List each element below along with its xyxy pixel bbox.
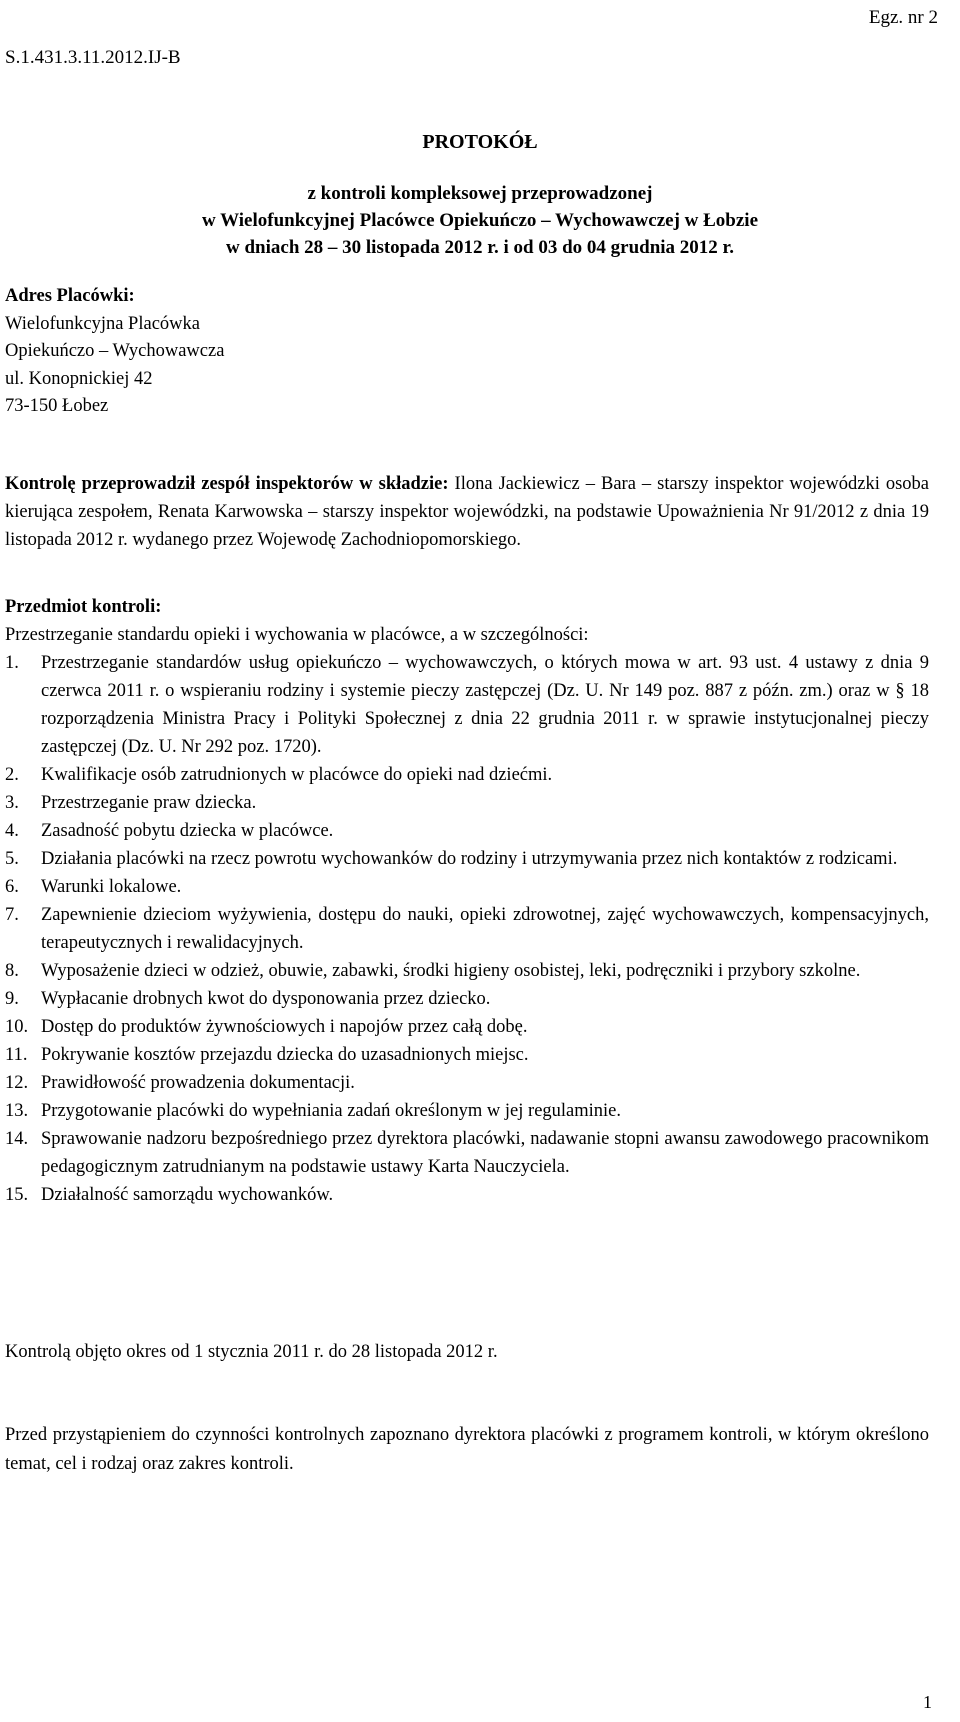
list-item [5, 649, 929, 761]
address-section [5, 283, 929, 421]
item-text: Wyposażenie dzieci w odzież, obuwie, zabawki, środki higieny osobistej, leki, podręczniki i przybory szkolne. [41, 961, 861, 981]
list-item [5, 1125, 929, 1181]
list-item [5, 1181, 929, 1209]
list-item [5, 845, 929, 873]
item-number: 1. [5, 653, 19, 673]
team-text: Ilona Jackiewicz – Bara – starszy inspektor wojewódzki osoba kierująca zespołem, Renata Karwowska – starszy inspektor wojewódzki, na podstawie Upoważnienia Nr 91/2012 z dnia 19 listopada 2012 r. wydanego przez Wojewodę Zachodniopomorskiego. [5, 474, 930, 550]
item-text: Prawidłowość prowadzenia dokumentacji. [41, 1073, 355, 1093]
subject-list [5, 649, 929, 1209]
item-number: 4. [5, 821, 19, 841]
item-text: Zapewnienie dzieciom wyżywienia, dostępu do nauki, opieki zdrowotnej, zajęć wychowawczych, kompensacyjnych, terapeutycznych i rewalidacyjnych. [41, 905, 929, 953]
item-number: 10. [5, 1017, 29, 1037]
item-text: Przestrzeganie praw dziecka. [41, 793, 257, 813]
item-text: Wypłacanie drobnych kwot do dysponowania przez dziecko. [41, 989, 491, 1009]
document-reference: S.1.431.3.11.2012.IJ-B [5, 47, 181, 68]
item-number: 13. [5, 1101, 29, 1121]
item-number: 5. [5, 849, 19, 869]
item-number: 12. [5, 1073, 29, 1093]
subtitle-line: w Wielofunkcyjnej Placówce Opiekuńczo – Wychowawczej w Łobzie [201, 210, 759, 231]
subject-label: Przedmiot kontroli: [5, 597, 162, 617]
item-number: 7. [5, 905, 19, 925]
list-item [5, 1069, 929, 1097]
inspection-team-paragraph [5, 470, 929, 554]
item-number: 8. [5, 961, 19, 981]
page-number: 1 [923, 1692, 932, 1712]
subtitle-line: z kontroli kompleksowej przeprowadzonej [307, 183, 653, 204]
address-label: Adres Placówki: [5, 286, 135, 306]
team-label: Kontrolę przeprowadził zespół inspektorów w składzie: [5, 474, 449, 494]
address-line: Opiekuńczo – Wychowawcza [5, 341, 225, 361]
list-item [5, 1013, 929, 1041]
list-item [5, 761, 929, 789]
subject-intro: Przestrzeganie standardu opieki i wychowania w placówce, a w szczególności: [5, 625, 589, 645]
document-subtitle [0, 180, 960, 261]
copy-number: Egz. nr 2 [868, 7, 938, 28]
item-text: Dostęp do produktów żywnościowych i napojów przez całą dobę. [41, 1017, 528, 1037]
address-line: 73-150 Łobez [5, 396, 109, 416]
list-item [5, 817, 929, 845]
item-text: Sprawowanie nadzoru bezpośredniego przez dyrektora placówki, nadawanie stopni awansu zawodowego pracownikom pedagogicznym zatrudnianym na podstawie ustawy Karta Nauczyciela. [41, 1129, 929, 1177]
item-text: Pokrywanie kosztów przejazdu dziecka do uzasadnionych miejsc. [41, 1045, 529, 1065]
address-line: Wielofunkcyjna Placówka [5, 313, 200, 334]
item-number: 3. [5, 793, 19, 813]
item-number: 11. [5, 1045, 28, 1065]
subtitle-line: w dniach 28 – 30 listopada 2012 r. i od 03 do 04 grudnia 2012 r. [226, 237, 734, 258]
list-item [5, 1041, 929, 1069]
item-text: Przestrzeganie standardów usług opiekuńczo – wychowawczych, o których mowa w art. 93 ust. 4 ustawy z dnia 9 czerwca 2011 r. o wspieraniu rodziny i systemie pieczy zastępczej (Dz. U. Nr 149 poz. 887 z późn. zm.) oraz w § 18 rozporządzenia Ministra Pracy i Polityki Społecznej z dnia 22 grudnia 2011 r. w sprawie instytucjonalnej pieczy zastępczej (Dz. U. Nr 292 poz. 1720). [41, 653, 929, 757]
item-number: 6. [5, 877, 19, 897]
list-item [5, 1097, 929, 1125]
control-period: Kontrolą objęto okres od 1 stycznia 2011 r. do 28 listopada 2012 r. [5, 1342, 498, 1362]
address-line: ul. Konopnickiej 42 [5, 368, 153, 389]
list-item [5, 901, 929, 957]
item-number: 9. [5, 989, 19, 1009]
preliminary-paragraph: Przed przystąpieniem do czynności kontrolnych zapoznano dyrektora placówki z programem kontroli, w którym określono temat, cel i rodzaj oraz zakres kontroli. [5, 1425, 929, 1474]
item-number: 15. [5, 1185, 29, 1205]
document-title: PROTOKÓŁ [422, 131, 538, 153]
item-text: Warunki lokalowe. [41, 877, 182, 897]
list-item [5, 985, 929, 1013]
item-number: 2. [5, 765, 19, 785]
item-text: Kwalifikacje osób zatrudnionych w placówce do opieki nad dziećmi. [41, 765, 553, 785]
item-number: 14. [5, 1129, 29, 1149]
list-item [5, 957, 929, 985]
subject-section [5, 593, 929, 1209]
item-text: Działalność samorządu wychowanków. [41, 1185, 334, 1205]
item-text: Działania placówki na rzecz powrotu wychowanków do rodziny i utrzymywania przez nich kontaktów z rodzicami. [41, 849, 898, 869]
list-item [5, 789, 929, 817]
item-text: Zasadność pobytu dziecka w placówce. [41, 821, 334, 841]
list-item [5, 873, 929, 901]
item-text: Przygotowanie placówki do wypełniania zadań określonym w jej regulaminie. [41, 1101, 622, 1121]
